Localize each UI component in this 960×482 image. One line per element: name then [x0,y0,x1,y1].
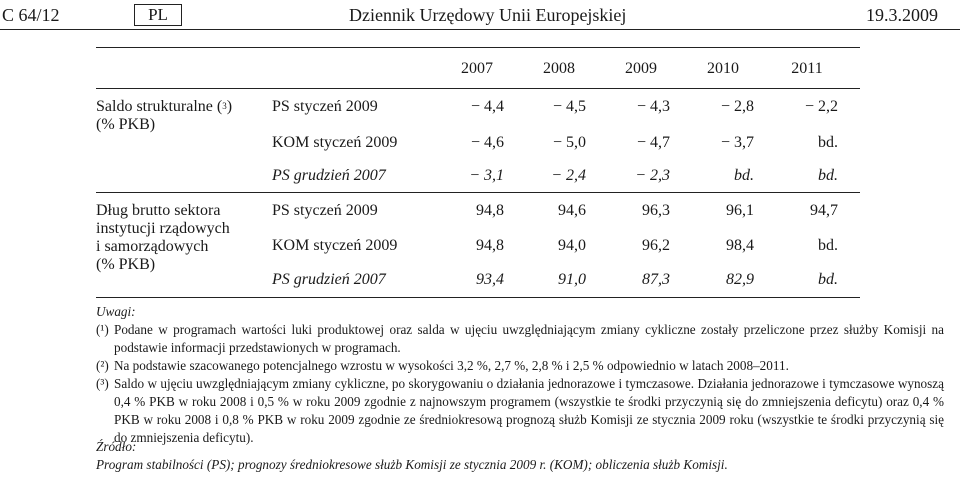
year-header: 2011 [791,60,823,77]
cell-value: 93,4 [476,271,504,288]
table-group-rule [96,192,860,193]
row-source: KOM styczeń 2009 [272,134,398,151]
cell-value: 94,8 [476,202,504,219]
cell-value: − 2,8 [720,98,754,115]
row-source: KOM styczeń 2009 [272,237,398,254]
year-header: 2007 [461,60,493,77]
note-text: Na podstawie szacowanego potencjalnego wzrostu w wysokości 3,2 %, 2,7 %, 2,8 % i 2,5 % odpowiednio w latach 2008–2011. [114,358,789,373]
note-item [96,321,944,357]
year-header: 2008 [543,60,575,77]
page-header [0,0,960,30]
table-bottom-rule [96,297,860,298]
cell-value: 96,1 [726,202,754,219]
cell-value: 96,3 [642,202,670,219]
table-top-rule [96,47,860,48]
cell-value: 87,3 [642,271,670,288]
cell-value: bd. [734,167,754,184]
cell-value: 82,9 [726,271,754,288]
cell-value: − 4,4 [470,98,504,115]
cell-value: 94,0 [558,237,586,254]
page-reference: C 64/12 [2,5,60,25]
year-header: 2010 [707,60,739,77]
cell-value: 94,6 [558,202,586,219]
cell-value: − 5,0 [552,134,586,151]
table-header-rule [96,88,860,89]
cell-value: 91,0 [558,271,586,288]
cell-value: − 3,7 [720,134,754,151]
cell-value: − 2,4 [551,167,586,184]
notes-section [96,303,944,481]
source-title: Źródło: [96,439,137,454]
row-source: PS styczeń 2009 [272,202,378,219]
language-badge: PL [134,4,182,26]
cell-value: − 4,3 [636,98,670,115]
cell-value: − 2,2 [804,98,838,115]
note-item [96,357,944,375]
note-text: Saldo w ujęciu uwzględniającym zmiany cykliczne, po skorygowaniu o działania jednorazowe i tymczasowe. Działania jednorazowe i tymczasowe wynoszą 0,4 % PKB w roku 2008 i 0,5 % w roku 2009 zgodnie z najnowszym programem (wszystkie te środki przyczynią się do zmniejszenia deficytu) oraz 0,4 % PKB w roku 2008 i 0,8 % PKB w roku 2009 zgodnie ze średniokresową prognozą służb Komisji ze stycznia 2009 roku (wszystkie te środki przyczynią się do zmniejszenia deficytu). [114,376,944,445]
note-text: Podane w programach wartości luki produktowej oraz salda w ujęciu uwzględniającym zmiany cykliczne zostały przeliczone przez służby Komisji na podstawie informacji przedstawionych w programach. [114,322,944,355]
cell-value: 98,4 [726,237,754,254]
note-item [96,375,944,447]
notes-title: Uwagi: [96,304,136,319]
cell-value: 94,8 [476,237,504,254]
cell-value: − 4,5 [552,98,586,115]
cell-value: 94,7 [810,202,838,219]
cell-value: bd. [818,167,838,184]
publication-date: 19.3.2009 [866,5,938,25]
cell-value: bd. [818,271,838,288]
cell-value: − 4,6 [470,134,504,151]
source-text: Program stabilności (PS); prognozy średniokresowe służb Komisji ze stycznia 2009 r. (KOM); obliczenia służb Komisji. [96,457,728,472]
cell-value: 96,2 [642,237,670,254]
note-marker: (³) [96,376,109,391]
journal-title: Dziennik Urzędowy Unii Europejskiej [349,5,627,25]
header-rule [0,29,960,30]
note-marker: (²) [96,358,109,373]
row-source: PS styczeń 2009 [272,98,378,115]
cell-value: bd. [818,237,838,254]
cell-value: − 2,3 [635,167,670,184]
cell-value: − 4,7 [636,134,670,151]
note-marker: (¹) [96,322,109,337]
cell-value: bd. [818,134,838,151]
year-header: 2009 [625,60,657,77]
group-label-gross-debt: Dług brutto sektora instytucji rządowych i samorządowych (% PKB) [96,202,230,273]
row-source: PS grudzień 2007 [272,167,386,184]
group-label-structural-balance: Saldo strukturalne ($^3$) (% PKB) [96,98,233,133]
row-source: PS grudzień 2007 [272,271,386,288]
cell-value: − 3,1 [469,167,504,184]
